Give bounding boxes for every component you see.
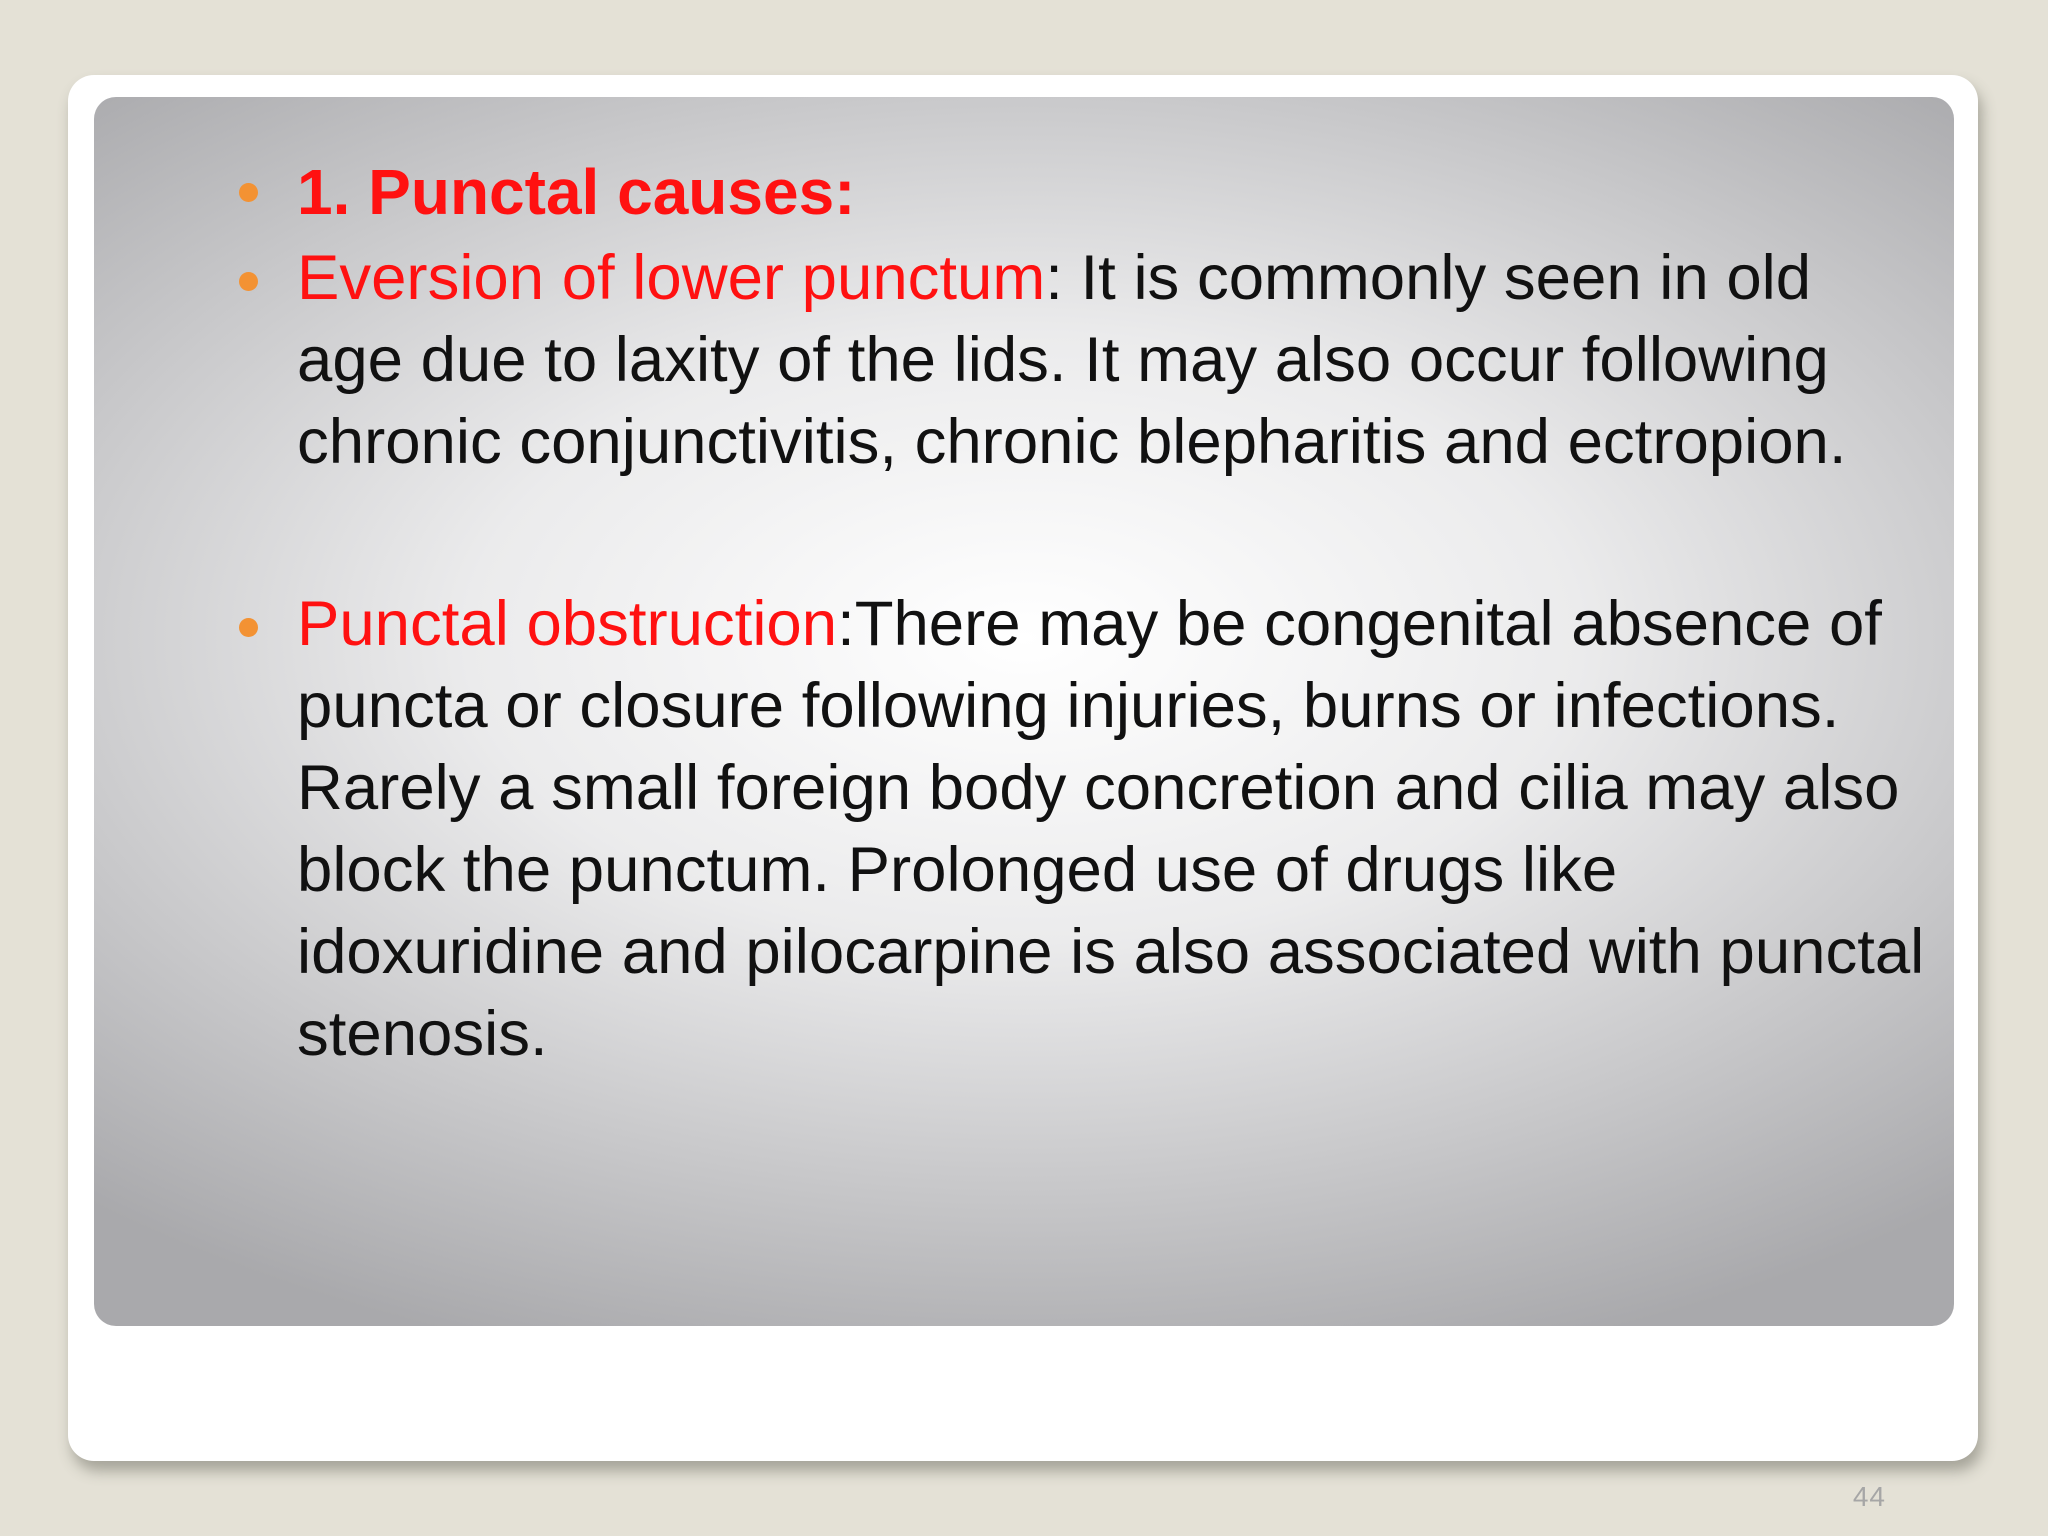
page-number: 44 xyxy=(1852,1481,1886,1512)
bullet-heading xyxy=(204,155,1934,229)
bullet-list xyxy=(204,155,1934,1075)
bullet-eversion xyxy=(204,237,1934,483)
bullet-obstruction xyxy=(204,583,1934,1075)
bullet-dot-icon xyxy=(239,183,258,202)
term-eversion: Eversion of lower punctum xyxy=(297,243,1046,313)
text-eversion: : It is commonly seen in old age due to laxity of the lids. It may also occur following chronic conjunctivitis, chronic blepharitis and ectropion. xyxy=(297,243,1847,477)
bullet-dot-icon xyxy=(239,272,258,291)
bullet-dot-icon xyxy=(239,618,258,637)
section-heading: 1. Punctal causes: xyxy=(297,156,856,228)
term-obstruction: Punctal obstruction xyxy=(297,589,838,659)
content-panel xyxy=(94,97,1954,1326)
text-obstruction: :There may be congenital absence of puncta or closure following injuries, burns or infections. Rarely a small foreign body concretion and cilia may also block the punctum. Prolonged use of drugs like idoxuridine and pilocarpine is also associated with punctal stenosis. xyxy=(297,589,1925,1069)
